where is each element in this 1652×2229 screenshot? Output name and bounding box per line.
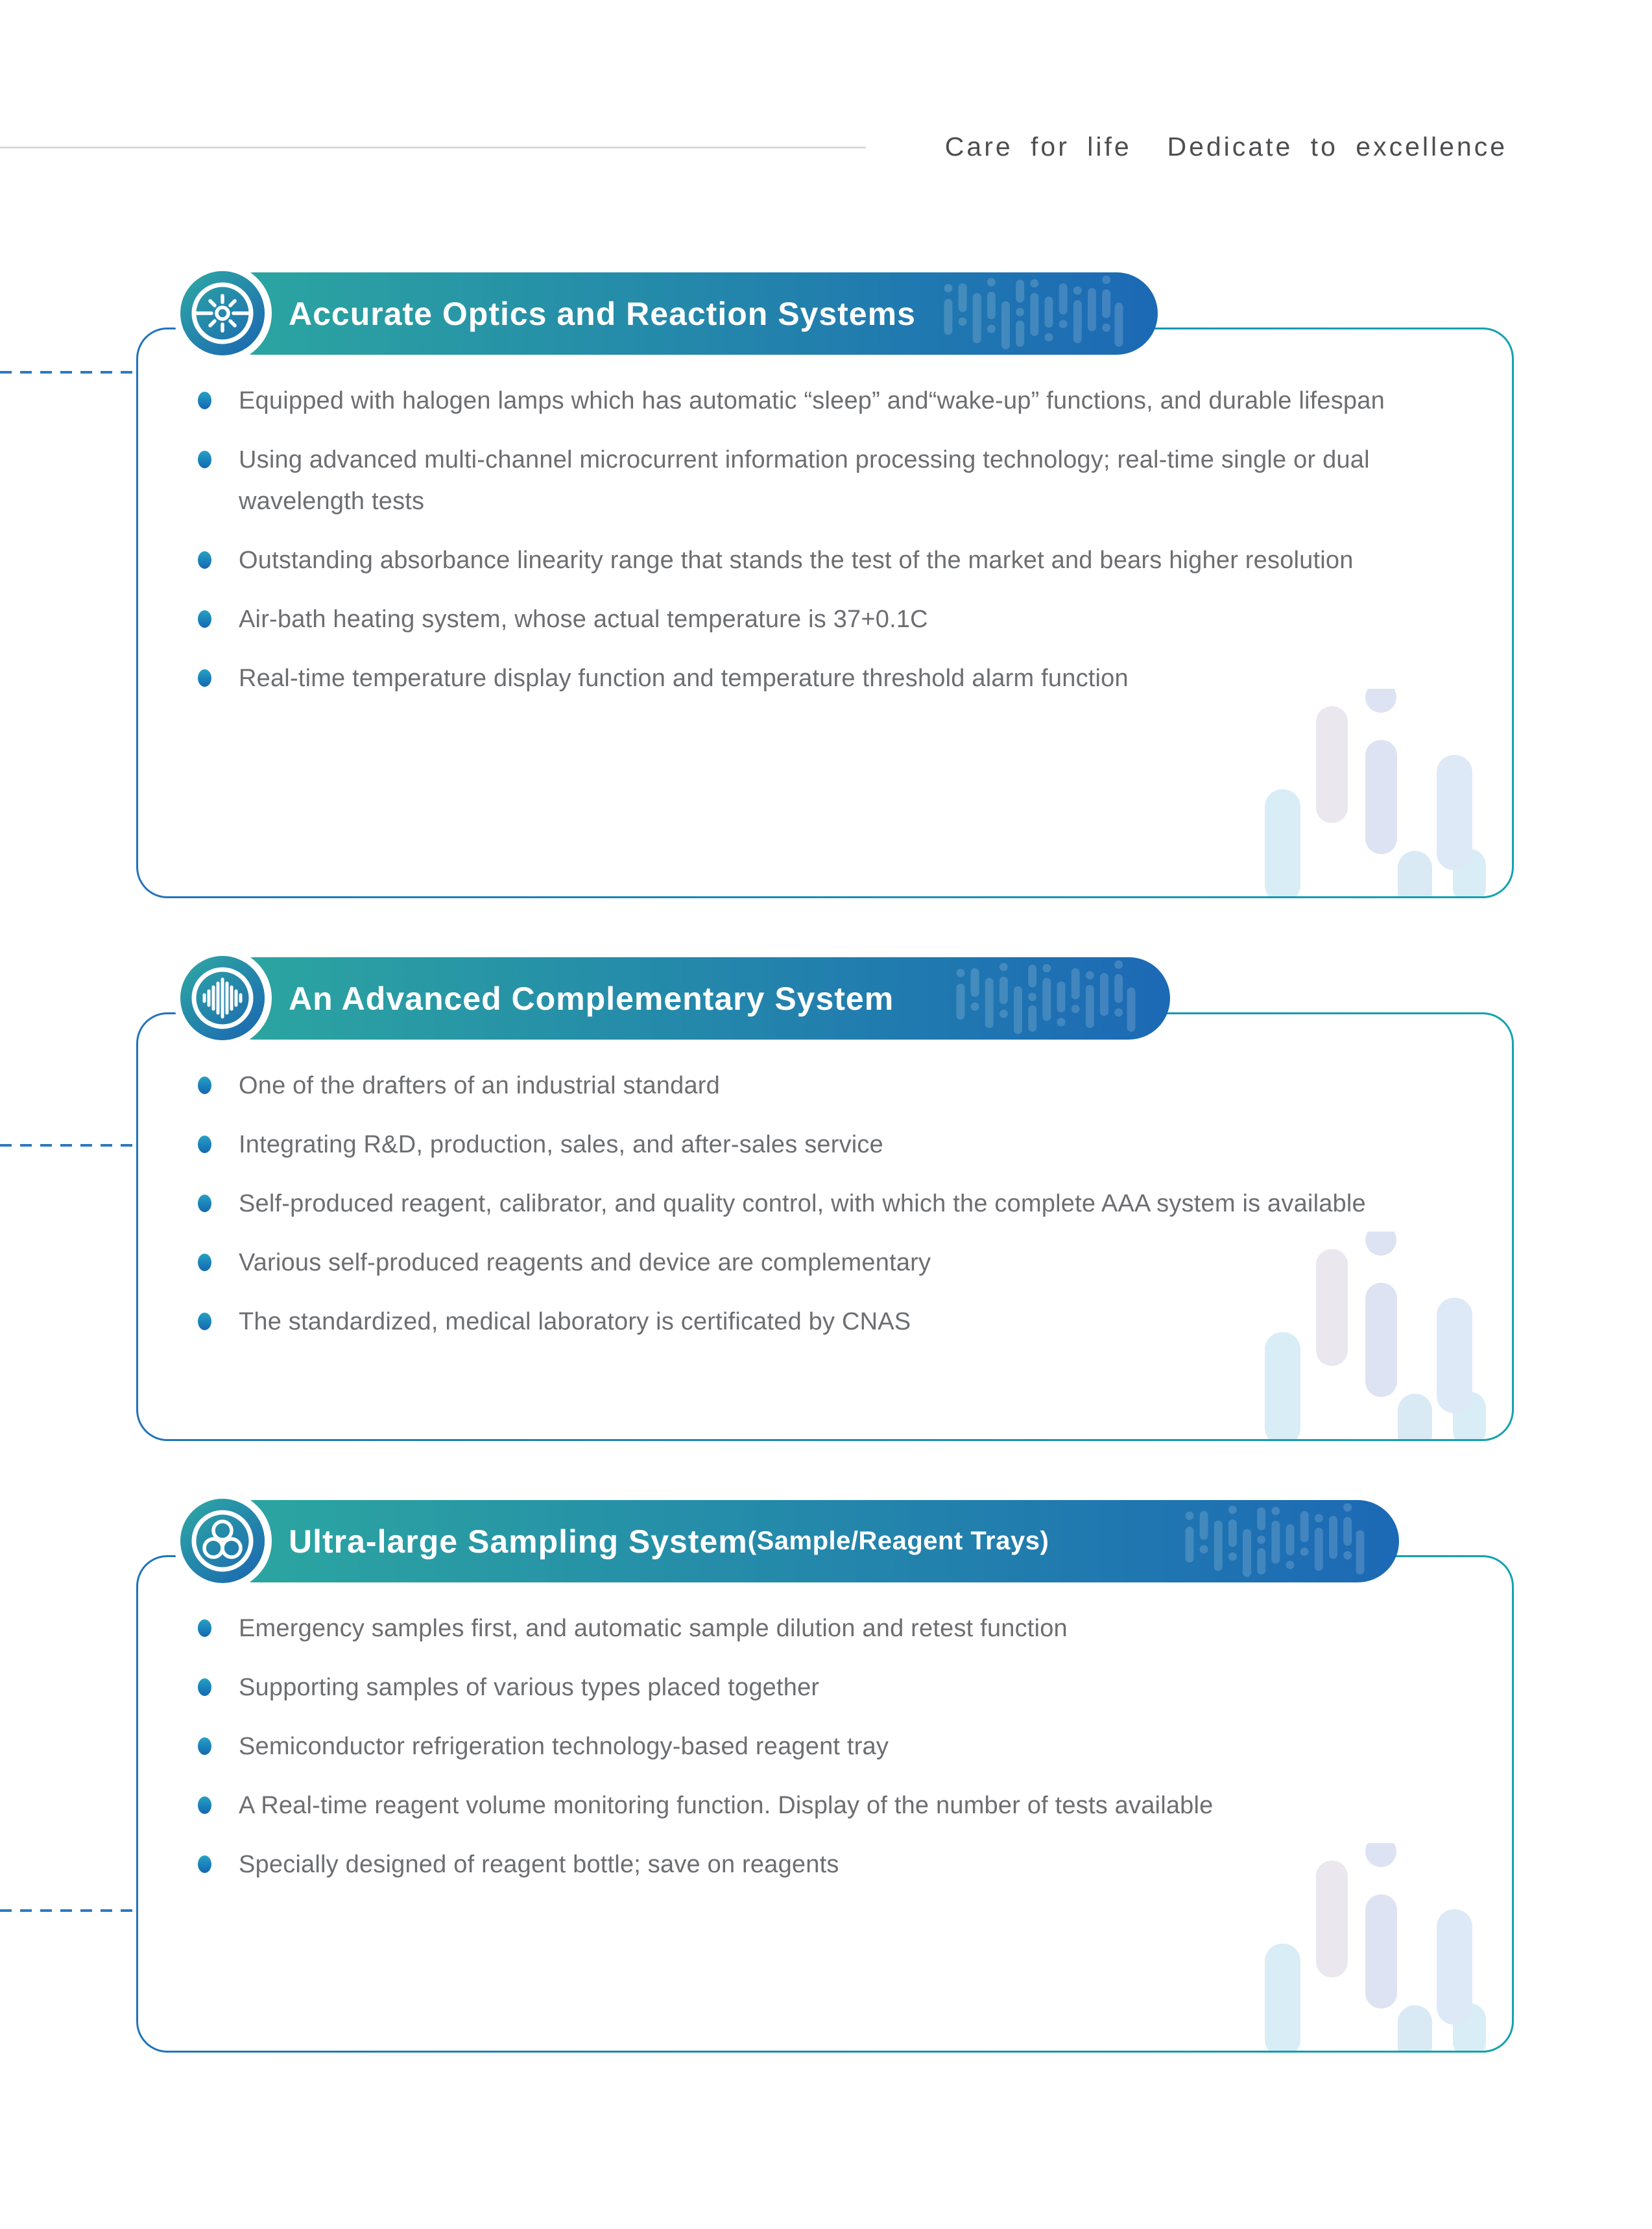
bullet-dot (198, 1077, 211, 1094)
bullet-item (239, 1242, 1460, 1283)
bullet-text: Outstanding absorbance linearity range that stands the test of the market and bears higher resolution (239, 547, 1354, 574)
bullet-dot (198, 669, 211, 687)
bullet-dot (198, 1619, 211, 1637)
bullet-text: A Real-time reagent volume monitoring function. Display of the number of tests available (239, 1792, 1214, 1819)
bullet-item (239, 439, 1460, 522)
section-header-pill (213, 957, 1170, 1040)
bullet-text: Emergency samples first, and automatic sample dilution and retest function (239, 1615, 1068, 1642)
header-rule-line (0, 147, 866, 149)
bullet-text: One of the drafters of an industrial standard (239, 1072, 720, 1099)
bullet-item (239, 1785, 1460, 1826)
bullet-dot (198, 1136, 211, 1153)
bullet-dot (198, 392, 211, 409)
bullet-dot (198, 1737, 211, 1755)
bullet-dot (198, 551, 211, 569)
bullet-dot (198, 451, 211, 468)
dashed-connector-line (0, 1144, 138, 1147)
bullet-text: Specially designed of reagent bottle; save on reagents (239, 1851, 839, 1878)
bullet-item (239, 1608, 1460, 1649)
card-gradient-border (136, 328, 1514, 898)
bullet-item (239, 1301, 1460, 1342)
section-title: An Advanced Complementary System (289, 980, 894, 1017)
bullet-item (239, 380, 1460, 422)
bullet-text: Real-time temperature display function and temperature threshold alarm function (239, 665, 1129, 692)
bullet-text: Semiconductor refrigeration technology-based reagent tray (239, 1733, 889, 1760)
bullet-text: Integrating R&D, production, sales, and after-sales service (239, 1131, 883, 1158)
bar-chart-decoration (1252, 689, 1512, 896)
equalizer-pattern-decoration (936, 275, 1131, 353)
bullet-item (239, 1124, 1460, 1165)
bullet-text: The standardized, medical laboratory is certificated by CNAS (239, 1308, 911, 1335)
bullet-item (239, 1844, 1460, 1885)
section-card-complementary (136, 980, 1514, 1441)
bullet-text: Various self-produced reagents and device are complementary (239, 1249, 931, 1276)
card-gradient-border (136, 1555, 1514, 2053)
bullet-text: Using advanced multi-channel microcurrent information processing technology; real-time single or dual wavelength tests (239, 446, 1370, 515)
bullet-list (138, 1557, 1512, 1885)
optics-lamp-icon (180, 271, 265, 355)
bullet-dot (198, 1313, 211, 1330)
bullet-dot (198, 1855, 211, 1873)
equalizer-pattern-decoration (948, 960, 1143, 1038)
bullet-item (239, 599, 1460, 640)
bullet-item (239, 1726, 1460, 1767)
bullet-dot (198, 1678, 211, 1696)
section-title: Accurate Optics and Reaction Systems (289, 295, 916, 332)
bullet-text: Self-produced reagent, calibrator, and quality control, with which the complete AAA system is available (239, 1190, 1366, 1217)
bullet-text: Supporting samples of various types placed together (239, 1674, 820, 1701)
sample-trays-icon (180, 1499, 265, 1583)
bullet-item (239, 658, 1460, 699)
bullet-item (239, 1667, 1460, 1708)
equalizer-pattern-decoration (1177, 1503, 1372, 1580)
section-card-sampling (136, 1523, 1514, 2053)
section-header-pill (213, 272, 1158, 355)
bullet-dot (198, 1195, 211, 1212)
bullet-item (239, 1065, 1460, 1106)
card-gradient-border (136, 1012, 1514, 1441)
bullet-text: Air-bath heating system, whose actual temperature is 37+0.1C (239, 606, 928, 633)
section-header-pill (213, 1500, 1399, 1582)
section-title-suffix: (Sample/Reagent Trays) (747, 1527, 1049, 1555)
waveform-icon (180, 956, 265, 1040)
bullet-item (239, 1183, 1460, 1224)
company-tagline: Care for life Dedicate to excellence (944, 132, 1507, 161)
section-card-optics (136, 295, 1514, 898)
dashed-connector-line (0, 1909, 138, 1912)
bullet-dot (198, 610, 211, 628)
card-body (138, 329, 1512, 896)
bullet-list (138, 329, 1512, 699)
card-body (138, 1014, 1512, 1439)
bullet-text: Equipped with halogen lamps which has automatic “sleep” and“wake-up” functions, and durable lifespan (239, 387, 1385, 414)
section-title: Ultra-large Sampling System (289, 1523, 748, 1560)
bullet-dot (198, 1796, 211, 1814)
bullet-dot (198, 1254, 211, 1271)
card-body (138, 1557, 1512, 2051)
bullet-item (239, 540, 1460, 581)
dashed-connector-line (0, 371, 138, 374)
